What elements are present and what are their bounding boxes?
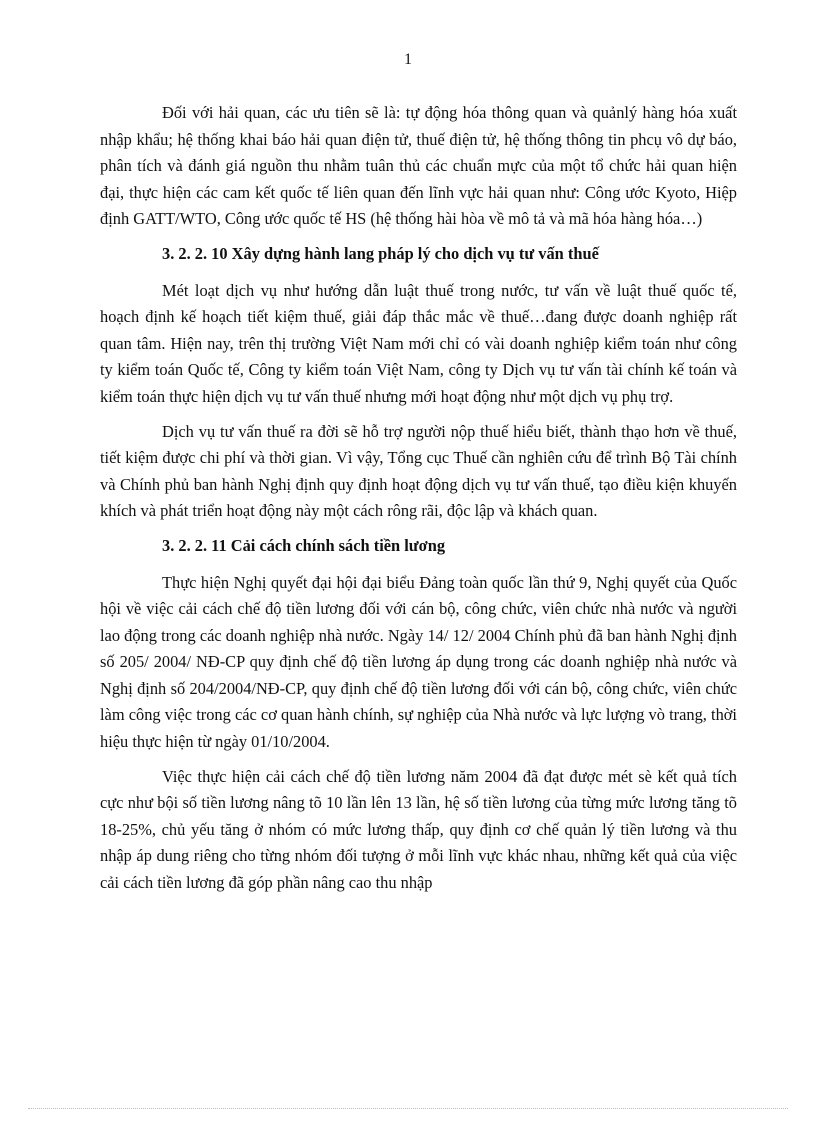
- paragraph-customs-priorities: Đối với hải quan, các ưu tiên sẽ là: tự động hóa thông quan và quảnlý hàng hóa xuất nhập khẩu; hệ thống khai báo hải quan điện tử, thuế điện tử, hệ thống thông tin phcụ vô dự báo, phân tích và đánh giá nguồn thu nhằm tuân thủ các chuẩn mực của một tổ chức hải quan hiện đại, thực hiện các cam kết quốc tế liên quan đến lĩnh vực hải quan như: Công ước Kyoto, Hiệp định GATT/WTO, Công ước quốc tế HS (hệ thống hài hòa về mô tả và mã hóa hàng hóa…): [100, 103, 737, 229]
- document-body: [100, 100, 737, 905]
- paragraph-tax-services: Mét loạt dịch vụ như hướng dẫn luật thuế trong nước, tư vấn về luật thuế quốc tế, hoạch định kế hoạch tiết kiệm thuế, giải đáp thắc mắc về thuế…đang được doanh nghiệp rất quan tâm. Hiện nay, trên thị trường Việt Nam mới chỉ có vài doanh nghiệp kiểm toán như công ty kiểm toán Quốc tế, Công ty kiểm toán Việt Nam, công ty Dịch vụ tư vấn tài chính kế toán và kiểm toán thực hiện dịch vụ tư vấn thuế nhưng mới hoạt động như một dịch vụ phụ trợ.: [100, 280, 737, 406]
- page-bottom-divider: [28, 1108, 788, 1109]
- section-heading-salary-reform: 3. 2. 2. 11 Cải cách chính sách tiền lương: [162, 535, 446, 555]
- page-number: 1: [404, 51, 412, 68]
- paragraph-salary-resolution: Thực hiện Nghị quyết đại hội đại biểu Đảng toàn quốc lần thứ 9, Nghị quyết của Quốc hội về việc cải cách chế độ tiền lương đối với cán bộ, công chức, viên chức nhà nước và người lao động trong các doanh nghiệp nhà nước. Ngày 14/ 12/ 2004 Chính phủ đã ban hành Nghị định số 205/ 2004/ NĐ-CP quy định chế độ tiền lương áp dụng trong các doanh nghiệp nhà nước và Nghị định số 204/2004/NĐ-CP, quy định chế độ tiền lương đối với cán bộ, công chức, viên chức làm công việc trong các cơ quan hành chính, sự nghiệp của Nhà nước và lực lượng vò trang, thời hiệu thực hiện từ ngày 01/10/2004.: [100, 572, 737, 752]
- paragraph-salary-results: Việc thực hiện cải cách chế độ tiền lương năm 2004 đã đạt được mét sè kết quả tích cực như bội số tiền lương nâng tõ 10 lần lên 13 lần, hệ số tiền lương của từng mức lương tăng tõ 18-25%, chủ yếu tăng ở nhóm có mức lương thấp, quy định cơ chế quản lý tiền lương và thu nhập áp dung riêng cho từng nhóm đối tượng ở mỗi lĩnh vực khác nhau, những kết quả của việc cải cách tiền lương đã góp phần nâng cao thu nhập: [100, 766, 737, 893]
- paragraph-tax-advisory-benefits: Dịch vụ tư vấn thuế ra đời sẽ hỗ trợ người nộp thuế hiểu biết, thành thạo hơn về thuế, tiết kiệm được chi phí và thời gian. Vì vậy, Tổng cục Thuế cần nghiên cứu để trình Bộ Tài chính và Chính phủ ban hành Nghị định quy định hoạt động dịch vụ tư vấn thuế, tạo điều kiện khuyến khích và phát triển hoạt động này một cách rông rãi, độc lập và khách quan.: [100, 421, 737, 521]
- section-heading-tax-advisory: 3. 2. 2. 10 Xây dựng hành lang pháp lý cho dịch vụ tư vấn thuế: [162, 243, 599, 263]
